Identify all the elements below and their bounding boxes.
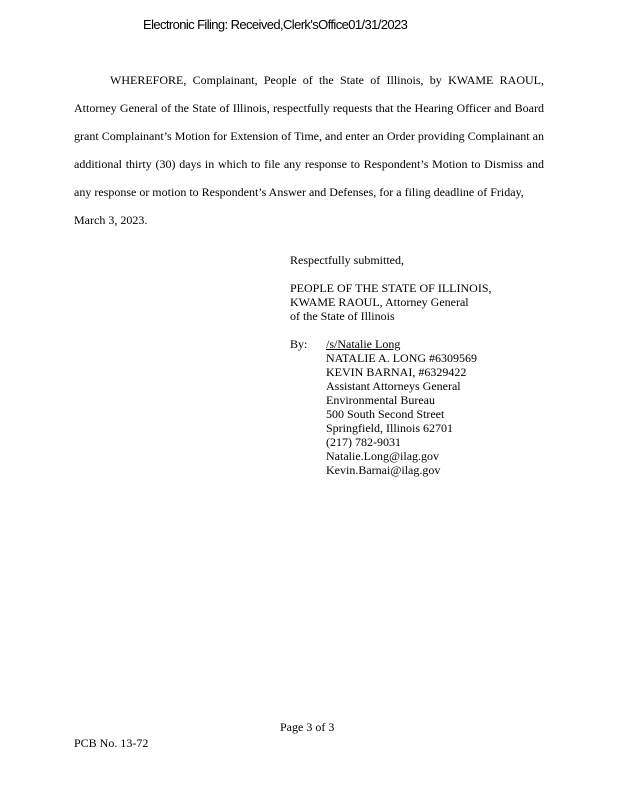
paragraph-line: WHEREFORE, Complainant, People of the State of Illinois, by KWAME RAOUL, (110, 73, 544, 87)
attorney-line: (217) 782-9031 (326, 435, 401, 449)
filing-stamp: Electronic Filing: Received,Clerk'sOffice01/31/2023 (143, 17, 408, 32)
attorney-line: KEVIN BARNAI, #6329422 (326, 365, 467, 379)
party-block (290, 281, 492, 323)
attorney-block (326, 337, 477, 477)
attorney-line: 500 South Second Street (326, 407, 445, 421)
paragraph-line: Attorney General of the State of Illinois, respectfully requests that the Hearing Officer and Board (74, 101, 544, 115)
attorney-line: Assistant Attorneys General (326, 379, 461, 393)
party-line: PEOPLE OF THE STATE OF ILLINOIS, (290, 281, 492, 295)
attorney-email: Natalie.Long@ilag.gov (326, 449, 440, 463)
paragraph-line: March 3, 2023. (74, 213, 148, 227)
party-line: KWAME RAOUL, Attorney General (290, 295, 469, 309)
electronic-signature: /s/Natalie Long (326, 337, 401, 351)
wherefore-paragraph (74, 66, 544, 234)
paragraph-line: additional thirty (30) days in which to file any response to Respondent’s Motion to Dismiss and (74, 157, 544, 171)
party-line: of the State of Illinois (290, 309, 395, 323)
paragraph-line: grant Complainant’s Motion for Extension of Time, and enter an Order providing Complainant an (74, 129, 544, 143)
attorney-line: NATALIE A. LONG #6309569 (326, 351, 478, 365)
attorney-line: Environmental Bureau (326, 393, 435, 407)
attorney-line: Springfield, Illinois 62701 (326, 421, 453, 435)
paragraph-line: any response or motion to Respondent’s Answer and Defenses, for a filing deadline of Friday, (74, 185, 524, 199)
case-number: PCB No. 13-72 (74, 736, 149, 750)
attorney-email: Kevin.Barnai@ilag.gov (326, 463, 441, 477)
by-label: By: (290, 337, 308, 351)
closing-text: Respectfully submitted, (290, 253, 404, 267)
page-number: Page 3 of 3 (280, 720, 335, 734)
